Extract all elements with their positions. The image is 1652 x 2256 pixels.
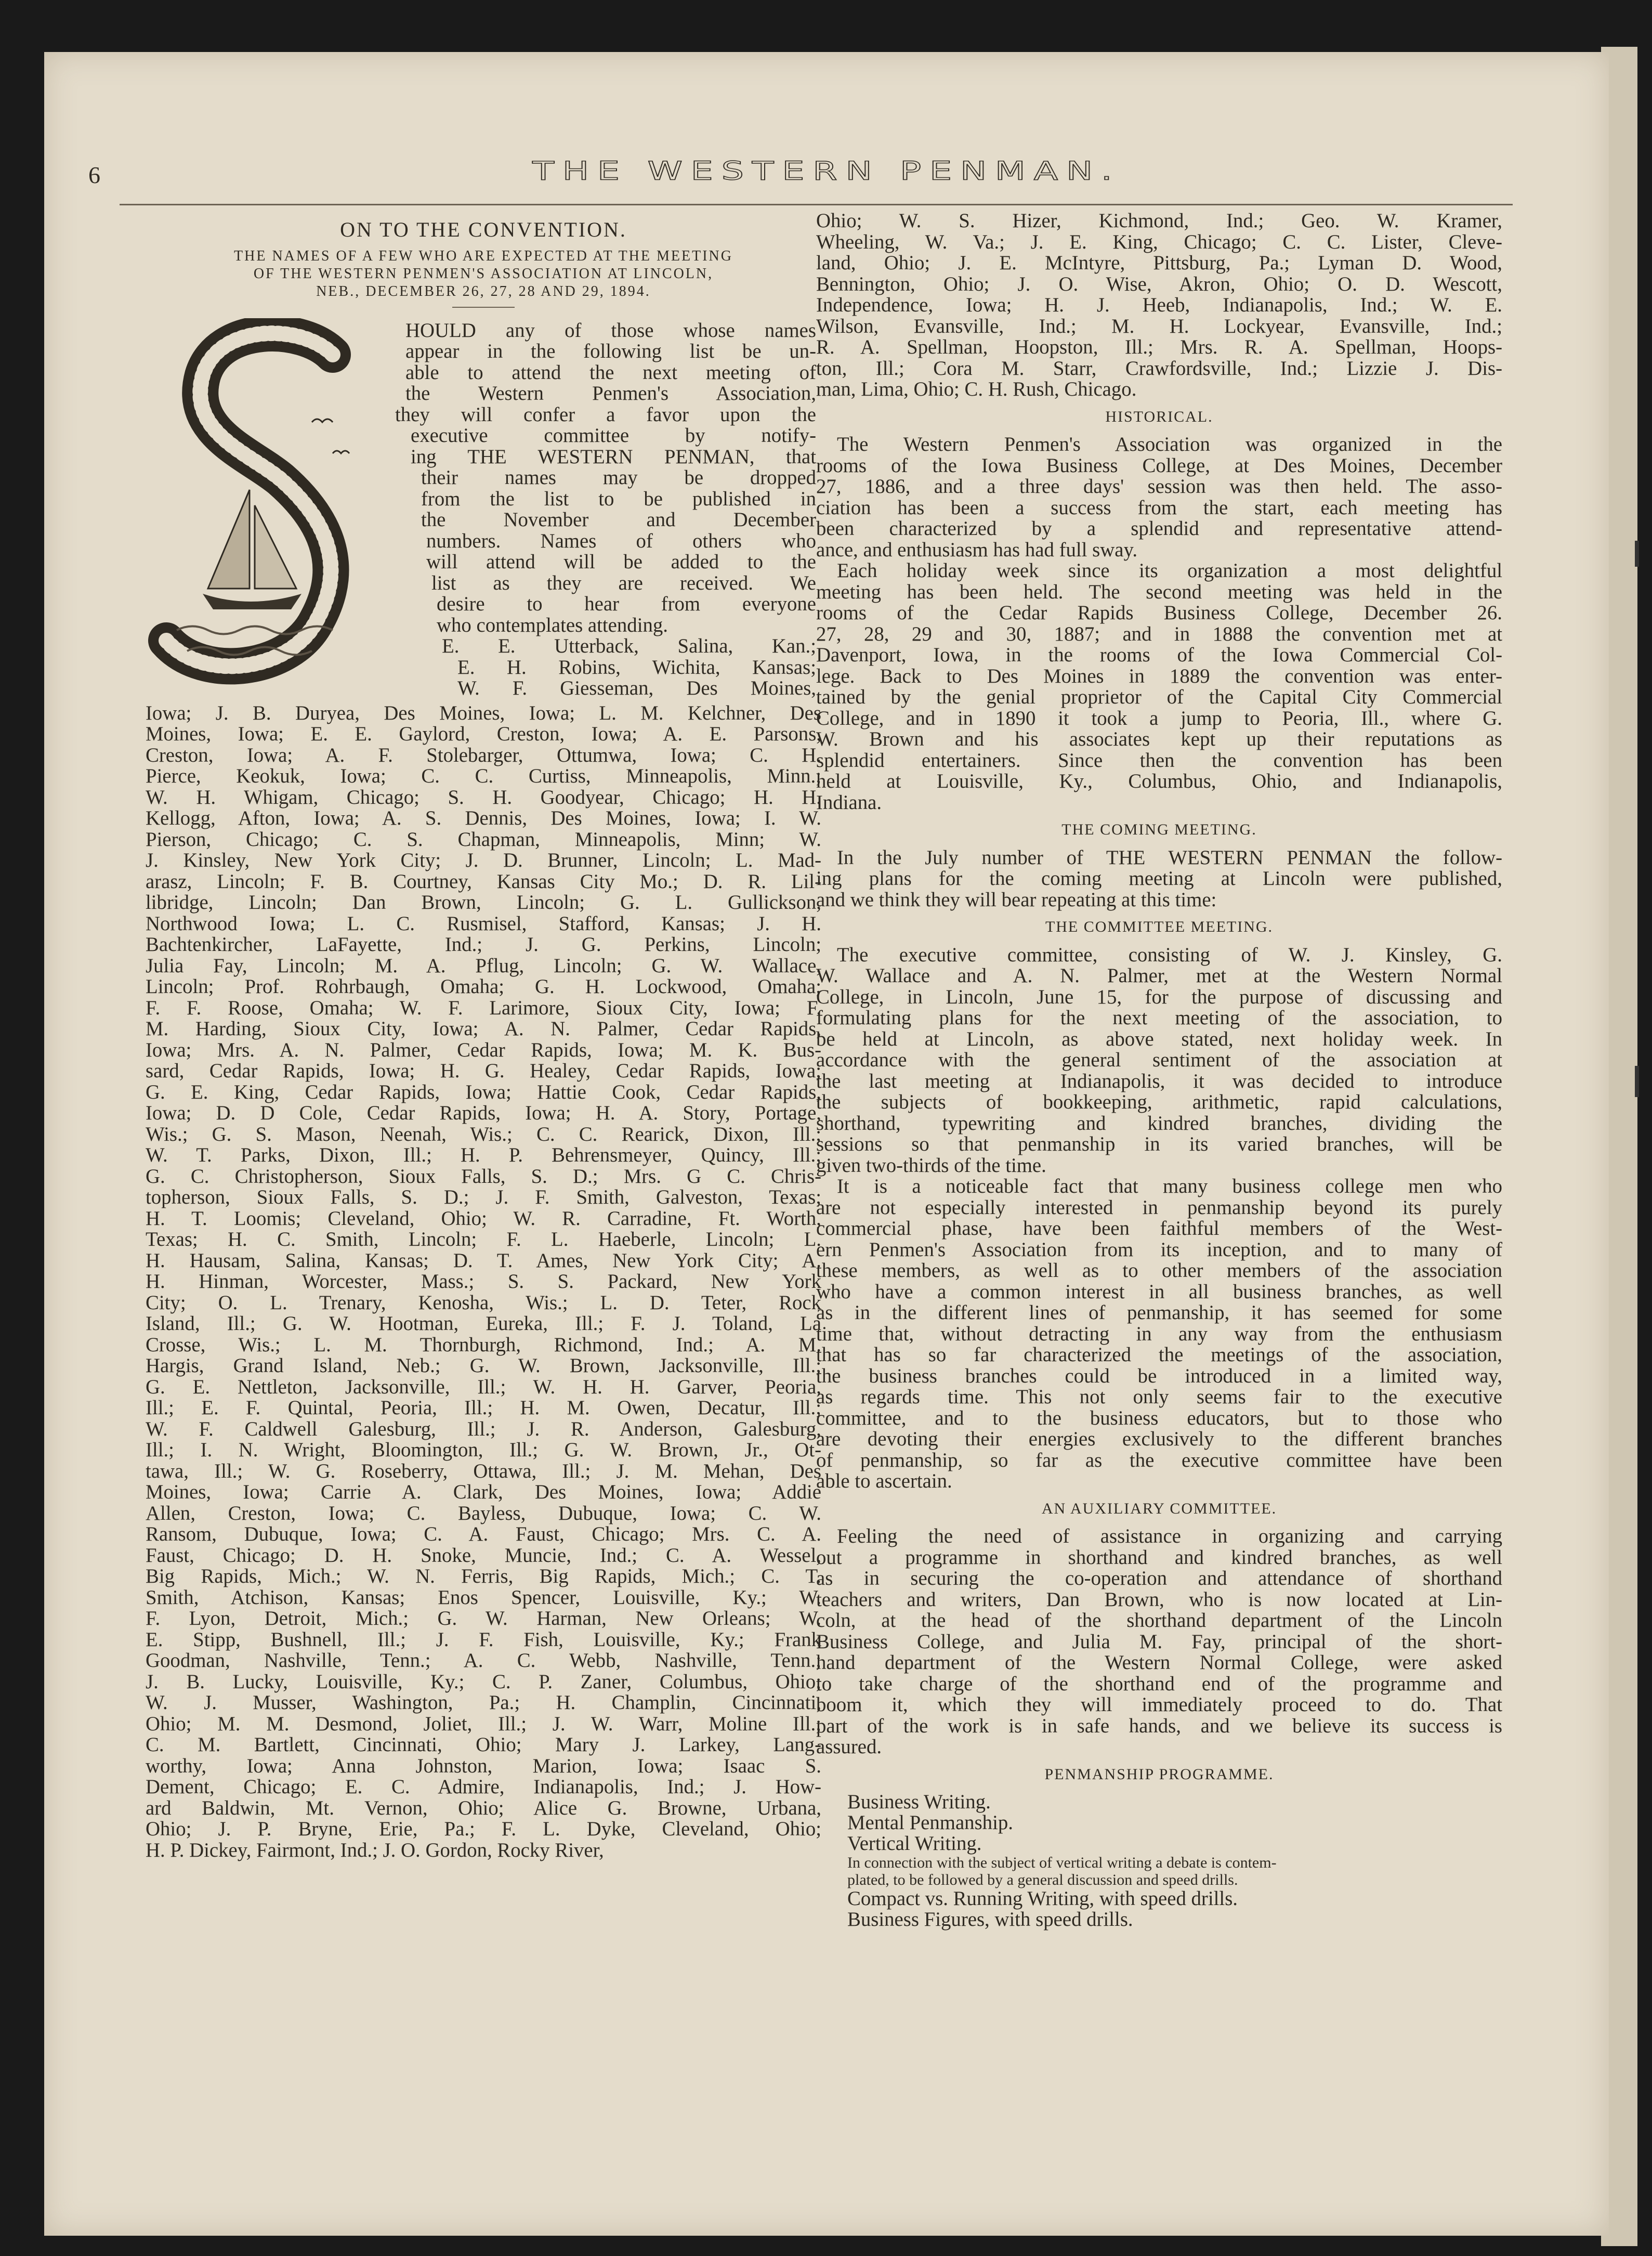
list-line: Wis.; G. S. Mason, Neenah, Wis.; C. C. Rearick, Dixon, Ill.; bbox=[146, 1123, 821, 1145]
list-line: Faust, Chicago; D. H. Snoke, Muncie, Ind.; C. A. Wessel, bbox=[146, 1544, 821, 1567]
list-line: G. C. Christopherson, Sioux Falls, S. D.; Mrs. G C. Chris- bbox=[146, 1165, 821, 1188]
text-line: to take charge of the shorthand end of the programme and bbox=[816, 1672, 1502, 1695]
title-rule bbox=[452, 307, 515, 308]
list-line: J. B. Lucky, Louisville, Ky.; C. P. Zaner, Columbus, Ohio; bbox=[146, 1670, 821, 1693]
intro-line: HOULD any of those whose names bbox=[405, 319, 816, 342]
text-line: committee, and to the business educators, but to those who bbox=[816, 1406, 1502, 1429]
programme-list bbox=[816, 1792, 1502, 1854]
list-line: tawa, Ill.; W. G. Roseberry, Ottawa, Ill.; J. M. Mehan, Des bbox=[146, 1459, 821, 1482]
list-line: Texas; H. C. Smith, Lincoln; F. L. Haeberle, Lincoln; L. bbox=[146, 1228, 821, 1250]
text-line: out a programme in shorthand and kindred branches, as well bbox=[816, 1546, 1502, 1569]
article-title: ON TO THE CONVENTION. bbox=[340, 218, 627, 241]
coming-meeting-heading: THE COMING MEETING. bbox=[1061, 821, 1257, 838]
intro-line: W. F. Giesseman, Des Moines, bbox=[457, 677, 816, 699]
text-line: assured. bbox=[816, 1736, 882, 1758]
intro-line: their names may be dropped bbox=[421, 466, 816, 489]
list-line: Wilson, Evansville, Ind.; M. H. Lockyear, Evansville, Ind.; bbox=[816, 315, 1502, 337]
list-line: Big Rapids, Mich.; W. N. Ferris, Big Rapids, Mich.; C. T. bbox=[146, 1565, 821, 1587]
list-line: W. F. Caldwell Galesburg, Ill.; J. R. Anderson, Galesburg, bbox=[146, 1417, 821, 1440]
list-line: Bennington, Ohio; J. O. Wise, Akron, Ohio; O. D. Wescott, bbox=[816, 272, 1502, 295]
intro-line: executive committee by notify- bbox=[411, 424, 816, 447]
list-line: Iowa; J. B. Duryea, Des Moines, Iowa; L. M. Kelchner, Des bbox=[146, 701, 821, 724]
text-line: lege. Back to Des Moines in 1889 the convention was enter- bbox=[816, 664, 1502, 687]
programme-list-continued bbox=[816, 1888, 1502, 1930]
list-line: M. Harding, Sioux City, Iowa; A. N. Palmer, Cedar Rapids, bbox=[146, 1018, 821, 1040]
text-line: as regards time. This not only seems fair to the executive bbox=[816, 1386, 1502, 1408]
text-line: 27, 28, 29 and 30, 1887; and in 1888 the convention met at bbox=[816, 622, 1502, 645]
text-line: ciation has been a success from the start, each meeting has bbox=[816, 496, 1502, 519]
text-line: rooms of the Cedar Rapids Business College, December 26. bbox=[816, 602, 1502, 624]
text-line: able to ascertain. bbox=[816, 1470, 952, 1492]
text-line: the business branches could be introduced in a limited way, bbox=[816, 1364, 1502, 1387]
list-line: arasz, Lincoln; F. B. Courtney, Kansas City Mo.; D. R. Lil- bbox=[146, 870, 821, 893]
text-line: ance, and enthusiasm has had full sway. bbox=[816, 538, 1138, 561]
text-line: The Western Penmen's Association was organized in the bbox=[837, 433, 1502, 455]
list-line: H. Hinman, Worcester, Mass.; S. S. Packard, New York bbox=[146, 1270, 821, 1293]
subtitle-line: NEB., DECEMBER 26, 27, 28 AND 29, 1894. bbox=[316, 283, 651, 299]
page-number: 6 bbox=[88, 162, 100, 188]
text-line: ern Penmen's Association from its inception, and to many of bbox=[816, 1238, 1502, 1261]
list-line: Independence, Iowa; H. J. Heeb, Indianapolis, Ind.; W. E. bbox=[816, 294, 1502, 316]
list-line: City; O. L. Trenary, Kenosha, Wis.; L. D. Teter, Rock bbox=[146, 1291, 821, 1314]
programme-heading: PENMANSHIP PROGRAMME. bbox=[1044, 1765, 1274, 1783]
text-line: formulating plans for the next meeting of the association, to bbox=[816, 1007, 1502, 1029]
list-line: Hargis, Grand Island, Neb.; G. W. Brown, Jacksonville, Ill.; bbox=[146, 1354, 821, 1377]
coming-meeting-paragraph bbox=[816, 847, 1502, 911]
list-line: E. Stipp, Bushnell, Ill.; J. F. Fish, Louisville, Ky.; Frank bbox=[146, 1628, 821, 1651]
programme-item: Vertical Writing. bbox=[847, 1832, 982, 1855]
auxiliary-committee-heading: AN AUXILIARY COMMITTEE. bbox=[1041, 1499, 1277, 1517]
text-line: Business College, and Julia M. Fay, principal of the short- bbox=[816, 1630, 1502, 1653]
list-line: F. Lyon, Detroit, Mich.; G. W. Harman, New Orleans; W. bbox=[146, 1607, 821, 1629]
historical-paragraph bbox=[816, 434, 1502, 813]
committee-meeting-heading: THE COMMITTEE MEETING. bbox=[1045, 918, 1274, 935]
intro-line: from the list to be published in bbox=[421, 487, 816, 510]
intro-line: able to attend the next meeting of bbox=[405, 361, 816, 384]
list-line: Ohio; W. S. Hizer, Kichmond, Ind.; Geo. W. Kramer, bbox=[816, 210, 1502, 232]
programme-note-line: plated, to be followed by a general discussion and speed drills. bbox=[847, 1871, 1238, 1888]
list-line: Moines, Iowa; E. E. Gaylord, Creston, Iowa; A. E. Parsons, bbox=[146, 723, 821, 745]
list-line: Ohio; J. P. Bryne, Erie, Pa.; F. L. Dyke, Cleveland, Ohio; bbox=[146, 1818, 821, 1840]
list-line: Ohio; M. M. Desmond, Joliet, Ill.; J. W. Warr, Moline Ill.; bbox=[146, 1712, 821, 1735]
list-line: libridge, Lincoln; Dan Brown, Lincoln; G. L. Gullickson, bbox=[146, 891, 821, 914]
list-line: Lincoln; Prof. Rohrbaugh, Omaha; G. H. Lockwood, Omaha; bbox=[146, 975, 821, 998]
intro-line: who contemplates attending. bbox=[437, 614, 668, 636]
list-line: Wheeling, W. Va.; J. E. King, Chicago; C. C. Lister, Cleve- bbox=[816, 230, 1502, 253]
text-line: boom it, which they will immediately proceed to do. That bbox=[816, 1693, 1502, 1716]
text-line: coln, at the head of the shorthand department of the Lincoln bbox=[816, 1609, 1502, 1632]
text-line: held at Louisville, Ky., Columbus, Ohio, and Indianapolis, bbox=[816, 770, 1502, 792]
list-line: Iowa; Mrs. A. N. Palmer, Cedar Rapids, Iowa; M. K. Bus- bbox=[146, 1038, 821, 1061]
text-line: teachers and writers, Dan Brown, who is now located at Lin- bbox=[816, 1588, 1502, 1611]
historical-heading: HISTORICAL. bbox=[1105, 408, 1213, 425]
masthead: THE WESTERN PENMAN. bbox=[532, 157, 1121, 186]
text-line: splendid entertainers. Since then the convention has been bbox=[816, 749, 1502, 772]
list-line: ard Baldwin, Mt. Vernon, Ohio; Alice G. Browne, Urbana, bbox=[146, 1796, 821, 1819]
list-line: Crosse, Wis.; L. M. Thornburgh, Richmond, Ind.; A. M. bbox=[146, 1333, 821, 1356]
list-line: W. T. Parks, Dixon, Ill.; H. P. Behrensmeyer, Quincy, Ill.; bbox=[146, 1144, 821, 1166]
text-line: W. Brown and his associates kept up their reputations as bbox=[816, 728, 1502, 750]
list-line: Island, Ill.; G. W. Hootman, Eureka, Ill.; F. J. Toland, La bbox=[146, 1312, 821, 1335]
text-line: Each holiday week since its organization a most delightful bbox=[837, 559, 1502, 582]
text-line: Indiana. bbox=[816, 791, 882, 814]
text-line: College, and in 1890 it took a jump to Peoria, Ill., where G. bbox=[816, 707, 1502, 729]
list-line: G. E. King, Cedar Rapids, Iowa; Hattie Cook, Cedar Rapids, bbox=[146, 1080, 821, 1103]
dropcap-block bbox=[146, 318, 821, 703]
programme-item: Business Writing. bbox=[847, 1791, 991, 1813]
list-line: Kellogg, Afton, Iowa; A. S. Dennis, Des Moines, Iowa; I. W. bbox=[146, 807, 821, 829]
text-line: shorthand, typewriting and kindred branches, dividing the bbox=[816, 1112, 1502, 1134]
list-line: H. Hausam, Salina, Kansas; D. T. Ames, New York City; A. bbox=[146, 1249, 821, 1272]
text-line: ing plans for the coming meeting at Lincoln were published, bbox=[816, 867, 1502, 890]
list-line: land, Ohio; J. E. McIntyre, Pittsburg, Pa.; Lyman D. Wood, bbox=[816, 252, 1502, 274]
list-line: Julia Fay, Lincoln; M. A. Pflug, Lincoln; G. W. Wallace, bbox=[146, 954, 821, 977]
text-line: commercial phase, have been faithful members of the West- bbox=[816, 1217, 1502, 1240]
margin-mark bbox=[1635, 1066, 1639, 1097]
list-line: H. T. Loomis; Cleveland, Ohio; W. R. Carradine, Ft. Worth, bbox=[146, 1207, 821, 1230]
list-line: Moines, Iowa; Carrie A. Clark, Des Moines, Iowa; Addie bbox=[146, 1481, 821, 1503]
list-line: Ill.; I. N. Wright, Bloomington, Ill.; G. W. Brown, Jr., Ot- bbox=[146, 1439, 821, 1461]
intro-line: the Western Penmen's Association, bbox=[405, 382, 816, 405]
auxiliary-committee-paragraph bbox=[816, 1526, 1502, 1758]
text-line: and we think they will bear repeating at this time: bbox=[816, 888, 1217, 911]
text-line: who have a common interest in all business branches, as well bbox=[816, 1280, 1502, 1303]
text-line: been characterized by a splendid and representative attend- bbox=[816, 517, 1502, 540]
list-line: ton, Ill.; Cora M. Starr, Crawfordsville, Ind.; Lizzie J. Dis- bbox=[816, 357, 1502, 380]
attendee-list bbox=[146, 703, 821, 1861]
text-line: rooms of the Iowa Business College, at Des Moines, December bbox=[816, 454, 1502, 477]
text-line: hand department of the Western Normal College, were asked bbox=[816, 1651, 1502, 1674]
programme-item: Mental Penmanship. bbox=[847, 1811, 1013, 1834]
text-line: sessions so that penmanship in its varied branches, will be bbox=[816, 1133, 1502, 1155]
text-line: Davenport, Iowa, in the rooms of the Iowa Commercial Col- bbox=[816, 644, 1502, 666]
list-line: J. Kinsley, New York City; J. D. Brunner, Lincoln; L. Mad- bbox=[146, 849, 821, 871]
list-line: Bachtenkircher, LaFayette, Ind.; J. G. Perkins, Lincoln; bbox=[146, 933, 821, 956]
list-line: G. E. Nettleton, Jacksonville, Ill.; W. H. H. Garver, Peoria, bbox=[146, 1375, 821, 1398]
text-line: be held at Lincoln, as above stated, next holiday week. In bbox=[816, 1027, 1502, 1050]
list-line: R. A. Spellman, Hoopston, Ill.; Mrs. R. A. Spellman, Hoops- bbox=[816, 336, 1502, 358]
intro-line: numbers. Names of others who bbox=[426, 529, 816, 552]
text-line: accordance with the general sentiment of the association at bbox=[816, 1049, 1502, 1071]
text-line: Feeling the need of assistance in organizing and carrying bbox=[837, 1525, 1502, 1547]
list-line: Goodman, Nashville, Tenn.; A. C. Webb, Nashville, Tenn.; bbox=[146, 1649, 821, 1672]
text-line: meeting has been held. The second meeting was held in the bbox=[816, 580, 1502, 603]
intro-line: desire to hear from everyone bbox=[437, 593, 816, 615]
text-line: are not especially interested in penmanship beyond its purely bbox=[816, 1196, 1502, 1219]
list-line: Pierce, Keokuk, Iowa; C. C. Curtiss, Minneapolis, Minn.; bbox=[146, 765, 821, 787]
article-subtitle bbox=[146, 247, 821, 301]
text-line: part of the work is in safe hands, and we believe its success is bbox=[816, 1714, 1502, 1737]
text-line: tained by the genial proprietor of the Capital City Commercial bbox=[816, 686, 1502, 708]
text-line: the last meeting at Indianapolis, it was decided to introduce bbox=[816, 1070, 1502, 1092]
programme-item: Business Figures, with speed drills. bbox=[847, 1908, 1133, 1931]
list-line: W. J. Musser, Washington, Pa.; H. Champlin, Cincinnati, bbox=[146, 1691, 821, 1714]
text-line: that has so far characterized the meetings of the association, bbox=[816, 1344, 1502, 1366]
intro-line: ing THE WESTERN PENMAN, that bbox=[411, 445, 816, 468]
list-line: F. F. Roose, Omaha; W. F. Larimore, Sioux City, Iowa; F. bbox=[146, 996, 821, 1019]
intro-line: list as they are received. We bbox=[431, 571, 816, 594]
intro-line: E. H. Robins, Wichita, Kansas; bbox=[457, 656, 816, 679]
text-line: these members, as well as to other members of the association bbox=[816, 1259, 1502, 1282]
subtitle-line: OF THE WESTERN PENMEN'S ASSOCIATION AT LINCOLN, bbox=[253, 265, 714, 282]
list-line: Creston, Iowa; A. F. Stolebarger, Ottumwa, Iowa; C. H. bbox=[146, 744, 821, 766]
text-line: of penmanship, so far as the executive committee have been bbox=[816, 1449, 1502, 1471]
right-column bbox=[816, 211, 1502, 1930]
list-line: Ransom, Dubuque, Iowa; C. A. Faust, Chicago; Mrs. C. A. bbox=[146, 1523, 821, 1545]
list-line: topherson, Sioux Falls, S. D.; J. F. Smith, Galveston, Texas; bbox=[146, 1186, 821, 1208]
list-line: W. H. Whigam, Chicago; S. H. Goodyear, Chicago; H. H. bbox=[146, 786, 821, 808]
programme-note-line: In connection with the subject of vertical writing a debate is contem- bbox=[847, 1854, 1277, 1871]
masthead-rule bbox=[120, 204, 1513, 205]
list-line: Dement, Chicago; E. C. Admire, Indianapolis, Ind.; J. How- bbox=[146, 1776, 821, 1798]
list-line: Pierson, Chicago; C. S. Chapman, Minneapolis, Minn; W. bbox=[146, 828, 821, 851]
list-line: C. M. Bartlett, Cincinnati, Ohio; Mary J. Larkey, Lang- bbox=[146, 1733, 821, 1756]
left-column bbox=[146, 213, 821, 1861]
committee-meeting-paragraph bbox=[816, 945, 1502, 1492]
text-line: The executive committee, consisting of W. J. Kinsley, G. bbox=[837, 943, 1502, 966]
list-line: Northwood Iowa; L. C. Rusmisel, Stafford, Kansas; J. H. bbox=[146, 912, 821, 935]
intro-line: E. E. Utterback, Salina, Kan.; bbox=[442, 635, 816, 657]
list-line: Ill.; E. F. Quintal, Peoria, Ill.; H. M. Owen, Decatur, Ill.; bbox=[146, 1397, 821, 1419]
programme-item: Compact vs. Running Writing, with speed drills. bbox=[847, 1887, 1238, 1910]
text-line: It is a noticeable fact that many business college men who bbox=[837, 1175, 1502, 1197]
margin-mark bbox=[1635, 541, 1639, 567]
text-line: the subjects of bookkeeping, arithmetic, rapid calculations, bbox=[816, 1091, 1502, 1113]
list-line: worthy, Iowa; Anna Johnston, Marion, Iowa; Isaac S. bbox=[146, 1754, 821, 1777]
text-line: as in securing the co-operation and attendance of shorthand bbox=[816, 1567, 1502, 1589]
text-line: are devoting their energies exclusively to the different branches bbox=[816, 1428, 1502, 1450]
list-line: Allen, Creston, Iowa; C. Bayless, Dubuque, Iowa; C. W. bbox=[146, 1502, 821, 1524]
list-line: sard, Cedar Rapids, Iowa; H. G. Healey, Cedar Rapids, Iowa; bbox=[146, 1060, 821, 1082]
programme-note bbox=[816, 1854, 1502, 1888]
text-line: 27, 1886, and a three days' session was then held. The asso- bbox=[816, 475, 1502, 498]
list-line: H. P. Dickey, Fairmont, Ind.; J. O. Gordon, Rocky River, bbox=[146, 1838, 604, 1861]
attendee-list-continued bbox=[816, 211, 1502, 400]
list-line: man, Lima, Ohio; C. H. Rush, Chicago. bbox=[816, 378, 1137, 400]
text-line: as in the different lines of penmanship, it has seemed for some bbox=[816, 1301, 1502, 1324]
list-line: Iowa; D. D Cole, Cedar Rapids, Iowa; H. A. Story, Portage, bbox=[146, 1102, 821, 1124]
list-line: Smith, Atchison, Kansas; Enos Spencer, Louisville, Ky.; W. bbox=[146, 1586, 821, 1609]
dropcap-illustration bbox=[146, 318, 395, 700]
text-line: College, in Lincoln, June 15, for the purpose of discussing and bbox=[816, 985, 1502, 1008]
text-line: W. Wallace and A. N. Palmer, met at the Western Normal bbox=[816, 964, 1502, 987]
subtitle-line: THE NAMES OF A FEW WHO ARE EXPECTED AT THE MEETING bbox=[234, 247, 733, 264]
text-line: given two-thirds of the time. bbox=[816, 1154, 1046, 1177]
text-line: In the July number of THE WESTERN PENMAN the follow- bbox=[837, 846, 1502, 869]
text-line: time that, without detracting in any way from the enthusiasm bbox=[816, 1322, 1502, 1345]
intro-line: appear in the following list be un- bbox=[405, 340, 816, 362]
intro-line: the November and December bbox=[421, 508, 816, 531]
intro-line: they will confer a favor upon the bbox=[395, 403, 816, 426]
intro-line: will attend will be added to the bbox=[426, 551, 816, 573]
